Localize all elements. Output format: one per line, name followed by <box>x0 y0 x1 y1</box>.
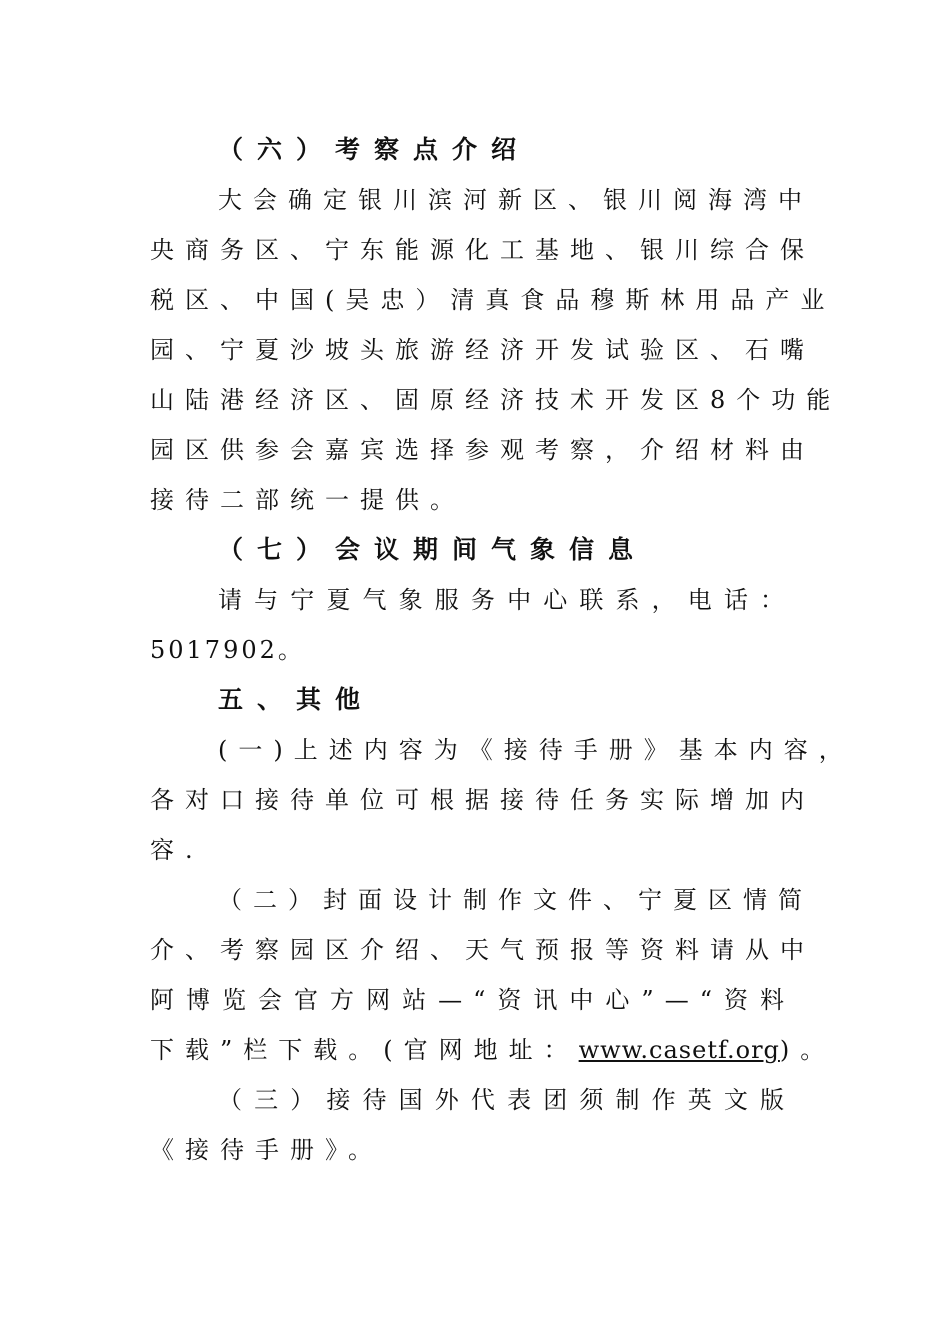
phone-number-line: 5017902。 <box>150 636 305 664</box>
paragraph-line: 请与宁夏气象服务中心联系，电话： <box>218 586 795 614</box>
section-6-heading: （六）考察点介绍 <box>218 135 531 164</box>
paragraph-line: 园、宁夏沙坡头旅游经济开发试验区、石嘴 <box>150 336 815 364</box>
paragraph-line: 园区供参会嘉宾选择参观考察，介绍材料由 <box>150 436 815 464</box>
paragraph-line: (一)上述内容为《接待手册》基本内容， <box>218 736 854 764</box>
paragraph-line: 央商务区、宁东能源化工基地、银川综合保 <box>150 236 815 264</box>
paragraph-line: （三）接待国外代表团须制作英文版 <box>218 1086 795 1114</box>
paragraph-line: 容. <box>150 836 204 864</box>
paragraph-line: 接待二部统一提供。 <box>150 486 465 514</box>
paragraph-line: 《接待手册》。 <box>150 1136 383 1164</box>
paragraph-line: （二）封面设计制作文件、宁夏区情简 <box>218 886 813 914</box>
paragraph-line: 大会确定银川滨河新区、银川阅海湾中 <box>218 186 813 214</box>
download-text: 下载”栏下载。(官网地址： <box>150 1036 579 1064</box>
paragraph-line: 税区、中国(吴忠）清真食品穆斯林用品产业 <box>150 286 836 314</box>
paragraph-line: 山陆港经济区、固原经济技术开发区8个功能 <box>150 386 842 414</box>
paragraph-line: 阿博览会官方网站—“资讯中心”—“资料 <box>150 986 795 1014</box>
section-7-heading: （七）会议期间气象信息 <box>218 535 648 564</box>
paragraph-line: 介、考察园区介绍、天气预报等资料请从中 <box>150 936 815 964</box>
part-5-heading: 五、其他 <box>218 685 375 714</box>
closing-text: )。 <box>779 1036 836 1064</box>
paragraph-line-with-link <box>150 1034 836 1066</box>
paragraph-line: 各对口接待单位可根据接待任务实际增加内 <box>150 786 815 814</box>
official-website-link[interactable]: www.casetf.org <box>578 1036 780 1064</box>
